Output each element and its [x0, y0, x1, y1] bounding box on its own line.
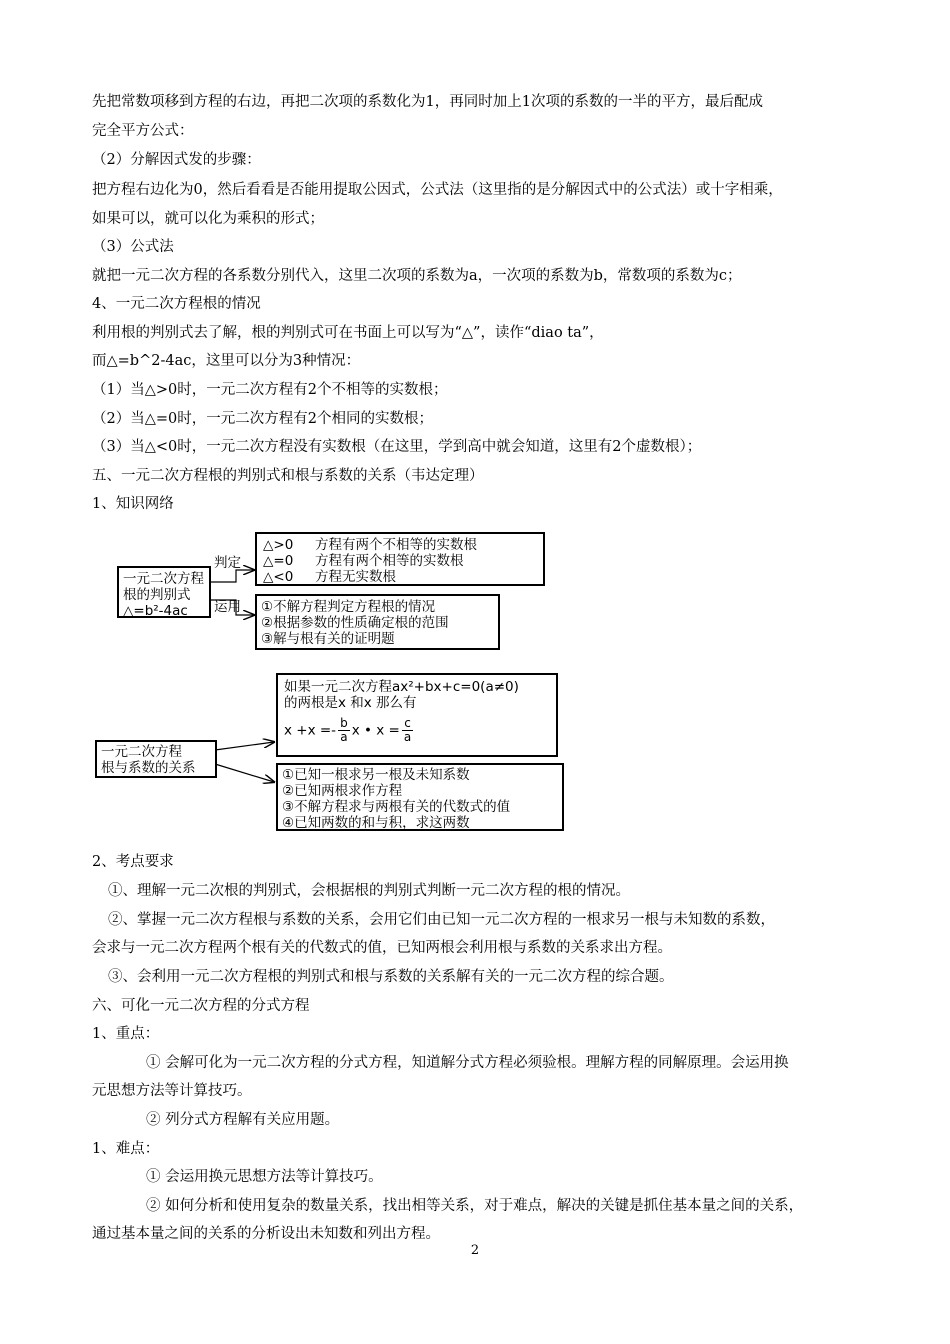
- box-line: 根的判别式: [123, 587, 191, 603]
- text-line: ①、理解一元二次根的判别式，会根据根的判别式判断一元二次方程的根的情况。: [108, 883, 630, 899]
- subsection-heading: 1、知识网络: [92, 496, 174, 512]
- discriminant-box: [117, 566, 211, 618]
- discriminant-uses-box: [255, 594, 500, 650]
- box-line: 一元二次方程: [101, 744, 182, 760]
- box-line: 根与系数的关系: [101, 760, 196, 776]
- text-line: 把方程右边化为0，然后看看是否能用提取公因式，公式法（这里指的是分解因式中的公式法）或十字相乘，: [92, 182, 783, 198]
- case-symbol: △<0: [263, 569, 294, 585]
- label-apply: 运用: [214, 599, 241, 615]
- text-line: （2）当△=0时，一元二次方程有2个相同的实数根；: [92, 411, 433, 427]
- text-line: ① 会运用换元思想方法等计算技巧。: [146, 1169, 383, 1185]
- text-line: ②、掌握一元二次方程根与系数的关系，会用它们由已知一元二次方程的一根求另一根与未知数的系数，: [108, 912, 775, 928]
- text-line: 先把常数项移到方程的右边，再把二次项的系数化为1，再同时加上1次项的系数的一半的平方，最后配成: [92, 94, 763, 110]
- fraction-b-over-a: [338, 717, 350, 744]
- page-number: 2: [470, 1243, 480, 1258]
- case-row: [263, 537, 543, 553]
- vieta-box: [95, 740, 217, 778]
- text-line: 元思想方法等计算技巧。: [92, 1083, 252, 1099]
- section-heading: 五、一元二次方程根的判别式和根与系数的关系（韦达定理）: [92, 468, 484, 484]
- text-line: （1）当△>0时，一元二次方程有2个不相等的实数根；: [92, 382, 448, 398]
- text-line: 完全平方公式：: [92, 123, 194, 139]
- use-row: ④已知两数的和与积，求这两数: [282, 815, 470, 831]
- box-line: 一元二次方程: [123, 571, 204, 587]
- text-line: （3）公式法: [92, 239, 174, 255]
- text-line: ③、会利用一元二次方程根的判别式和根与系数的关系解有关的一元二次方程的综合题。: [108, 969, 674, 985]
- discriminant-cases-box: [255, 532, 545, 586]
- label-determine: 判定: [214, 555, 241, 571]
- text-line: 4、一元二次方程根的情况: [92, 296, 261, 312]
- case-text: 方程无实数根: [315, 569, 396, 585]
- case-symbol: △>0: [263, 537, 294, 553]
- denominator: a: [403, 730, 412, 744]
- text-line: 如果可以，就可以化为乘积的形式；: [92, 211, 324, 227]
- text-line: 就把一元二次方程的各系数分别代入，这里二次项的系数为a，一次项的系数为b，常数项的系数为c；: [92, 268, 742, 284]
- text-line: 通过基本量之间的关系的分析设出未知数和列出方程。: [92, 1226, 440, 1242]
- subsection-heading: 2、考点要求: [92, 854, 174, 870]
- text-line: 会求与一元二次方程两个根有关的代数式的值，已知两根会利用根与系数的关系求出方程。: [92, 940, 672, 956]
- use-row: ③解与根有关的证明题: [261, 631, 395, 647]
- subsection-heading: 1、难点：: [92, 1141, 160, 1157]
- formula-equation: [284, 717, 556, 744]
- text-line: ② 如何分析和使用复杂的数量关系，找出相等关系，对于难点，解决的关键是抓住基本量之间的关系，: [146, 1198, 804, 1214]
- text-line: ② 列分式方程解有关应用题。: [146, 1112, 340, 1128]
- formula-line: 的两根是x 和x 那么有: [284, 695, 417, 711]
- formula-line: 如果一元二次方程ax²+bx+c=0(a≠0): [284, 679, 519, 695]
- case-row: [263, 553, 543, 569]
- denominator: a: [340, 730, 348, 744]
- text-line: 而△=b^2-4ac，这里可以分为3种情况：: [92, 353, 361, 369]
- case-row: [263, 569, 543, 585]
- numerator: b: [340, 716, 348, 730]
- use-row: ②根据参数的性质确定根的范围: [261, 615, 449, 631]
- case-text: 方程有两个相等的实数根: [315, 553, 464, 569]
- case-text: 方程有两个不相等的实数根: [315, 537, 477, 553]
- subsection-heading: 1、重点：: [92, 1026, 160, 1042]
- text-line: ① 会解可化为一元二次方程的分式方程，知道解分式方程必须验根。理解方程的同解原理。会运用换: [146, 1055, 789, 1071]
- text-line: 利用根的判别式去了解，根的判别式可在书面上可以写为“△”，读作“diao ta”，: [92, 325, 604, 341]
- vieta-uses-box: [276, 763, 564, 831]
- vieta-formula-box: [276, 673, 558, 757]
- text-line: （2）分解因式发的步骤：: [92, 152, 261, 168]
- section-heading: 六、可化一元二次方程的分式方程: [92, 998, 310, 1014]
- fraction-c-over-a: [402, 717, 413, 744]
- numerator: c: [402, 717, 413, 731]
- product-formula: x • x =: [351, 722, 400, 739]
- case-symbol: △=0: [263, 553, 294, 569]
- box-line: △=b²-4ac: [123, 603, 188, 619]
- text-line: （3）当△<0时，一元二次方程没有实数根（在这里，学到高中就会知道，这里有2个虚数根）；: [92, 439, 702, 455]
- use-row: ③不解方程求与两根有关的代数式的值: [282, 799, 511, 815]
- use-row: ①不解方程判定方程根的情况: [261, 599, 436, 615]
- use-row: ①已知一根求另一根及未知系数: [282, 767, 470, 783]
- sum-formula: x +x =-: [284, 722, 337, 739]
- use-row: ②已知两根求作方程: [282, 783, 403, 799]
